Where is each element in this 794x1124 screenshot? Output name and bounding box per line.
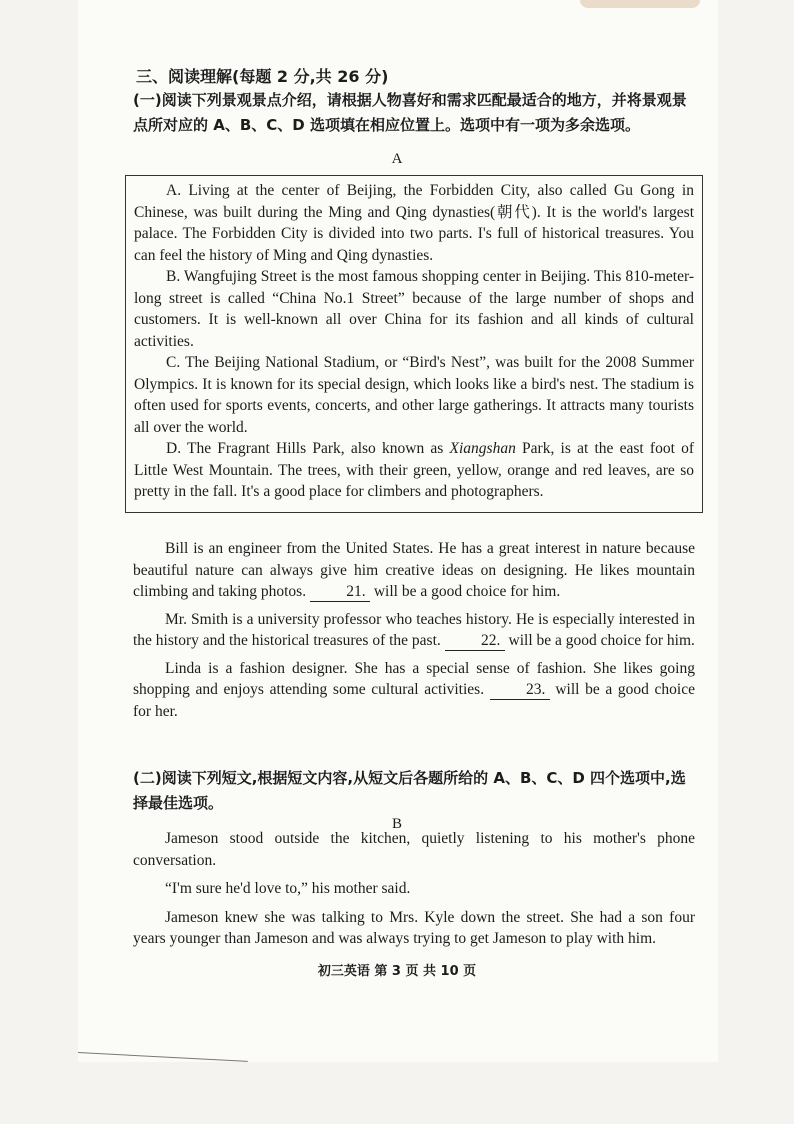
person-smith [133,609,695,652]
bill-text-end: will be a good choice for him. [369,583,561,600]
option-d-text-1: D. The Fragrant Hills Park, also known as [166,440,450,457]
linda-text: Linda is a fashion designer. She has a special sense of fashion. She likes going shopping and enjoys attending some cultural activities. [133,659,695,698]
part1-instruction: (一)阅读下列景观景点介绍，请根据人物喜好和需求匹配最适合的地方，并将景观景点所对应的 A、B、C、D 选项填在相应位置上。选项中有一项为多余选项。 [133,91,687,134]
answer-blank-21[interactable]: 21. [310,583,370,602]
passage-b-paragraph: “I'm sure he'd love to,” his mother said. [165,880,411,897]
person-bill [133,538,695,603]
section-title: 三、阅读理解(每题 2 分,共 26 分) [136,67,389,86]
option-d [134,438,694,503]
bill-text: Bill is an engineer from the United States. He has a great interest in nature because beautiful nature can always give him creative ideas on designing. He likes mountain climbing and taking photos. [133,540,695,600]
answer-blank-22[interactable]: 22. [445,632,505,651]
option-b: B. Wangfujing Street is the most famous shopping center in Beijing. This 810-meter-long street is called “China No.1 Street” because of the large number of shops and customers. It is well-known all over China for its fashion and all kinds of cultural activities. [134,268,694,350]
passage-b-paragraph: Jameson stood outside the kitchen, quietly listening to his mother's phone conversation. [133,830,695,869]
option-a: A. Living at the center of Beijing, the Forbidden City, also called Gu Gong in Chinese, was built during the Ming and Qing dynasties(朝代). It is the world's largest palace. The Forbidden City is divided into two parts. I's full of historical treasures. You can feel the history of Ming and Qing dynasties. [134,182,694,264]
option-d-text-2: Park, is at the east foot of Little West Mountain. The trees, with their green, yellow, orange and red leaves, are so pretty in the fall. It's a good place for climbers and photographers. [134,440,694,500]
part2-instruction: (二)阅读下列短文,根据短文内容,从短文后各题所给的 A、B、C、D 四个选项中,选择最佳选项。 [133,769,686,812]
answer-blank-23[interactable]: 23. [490,681,550,700]
passage-b [133,828,695,950]
option-c: C. The Beijing National Stadium, or “Bird's Nest”, was built for the 2008 Summer Olympics. It is known for its special design, which looks like a bird's nest. The stadium is often used for sports events, concerts, and other large gatherings. It attracts many tourists all over the world. [134,354,694,436]
passage-a-label: A [391,151,403,167]
option-d-italic: Xiangshan [449,440,516,457]
smith-text-end: will be a good choice for him. [504,632,695,649]
passage-b-paragraph: Jameson knew she was talking to Mrs. Kyle down the street. She had a son four years younger than Jameson and was always trying to get Jameson to play with him. [133,908,695,947]
smith-text: Mr. Smith is a university professor who teaches history. He is especially interested in the history and the historical treasures of the past. [133,610,695,649]
people-section [133,538,695,722]
scan-smudge [580,0,700,8]
passage-a-box [125,175,703,513]
page-footer: 初三英语 第 3 页 共 10 页 [317,964,477,979]
passage-b-label: B [391,816,402,832]
linda-text-end: will be a good choice for her. [133,681,695,720]
person-linda [133,658,695,723]
